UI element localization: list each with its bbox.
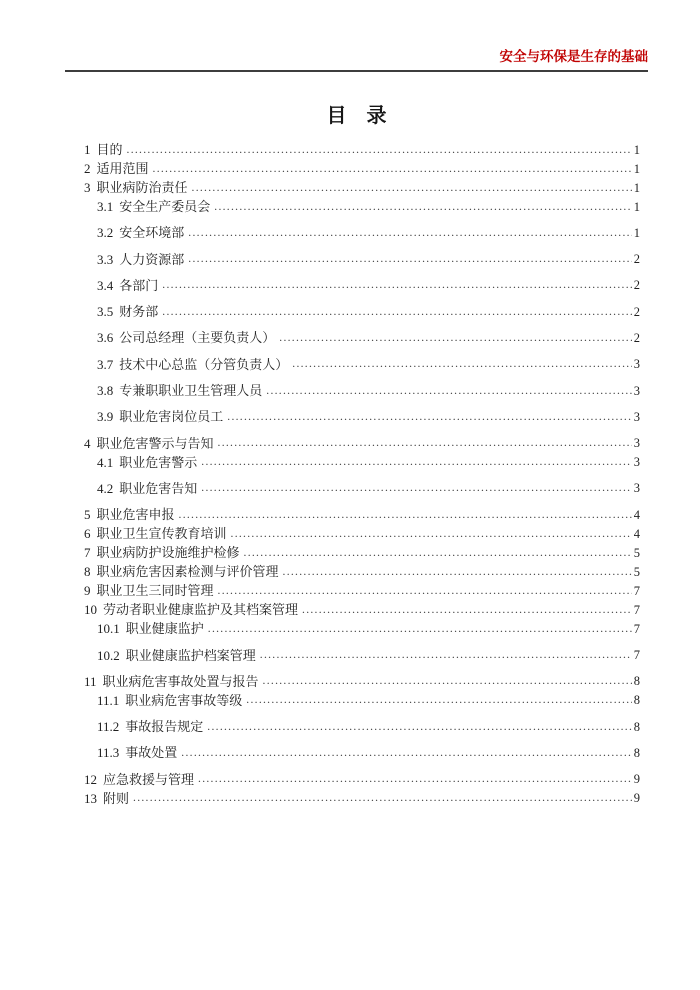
toc-entry-title: 技术中心总监（分管负责人） bbox=[119, 356, 289, 371]
header-rule bbox=[65, 70, 648, 72]
dot-leader bbox=[227, 412, 631, 424]
toc-list bbox=[84, 137, 640, 805]
toc-entry-title: 事故处置 bbox=[125, 745, 178, 760]
toc-entry-title: 安全生产委员会 bbox=[119, 199, 211, 213]
dot-leader bbox=[133, 793, 632, 805]
toc-entry-page: 7 bbox=[633, 602, 640, 617]
toc-entry[interactable] bbox=[84, 616, 640, 635]
toc-entry-number: 11.1 bbox=[97, 692, 120, 707]
toc-entry-number: 3.1 bbox=[97, 199, 114, 213]
toc-entry-page: 8 bbox=[633, 719, 640, 734]
toc-entry[interactable] bbox=[84, 495, 640, 521]
dot-leader bbox=[207, 722, 631, 734]
toc-entry-page: 4 bbox=[633, 507, 640, 522]
dot-leader bbox=[260, 650, 632, 662]
toc-entry-title: 人力资源部 bbox=[119, 251, 185, 266]
dot-leader bbox=[246, 695, 631, 707]
toc-entry-page: 3 bbox=[633, 436, 640, 450]
toc-entry-title: 职业病防治责任 bbox=[96, 180, 188, 194]
toc-entry-title: 事故报告规定 bbox=[125, 719, 204, 734]
dot-leader bbox=[244, 548, 632, 560]
toc-entry-number: 4.2 bbox=[97, 480, 114, 495]
toc-entry-number: 11 bbox=[84, 673, 97, 688]
toc-entry-number: 9 bbox=[84, 583, 91, 598]
toc-entry-number: 4 bbox=[84, 435, 91, 450]
dot-leader bbox=[292, 359, 631, 371]
toc-entry[interactable] bbox=[84, 688, 640, 707]
toc-entry[interactable] bbox=[84, 469, 640, 495]
toc-entry[interactable] bbox=[84, 759, 640, 785]
toc-entry-title: 职业卫生宣传教育培训 bbox=[96, 526, 227, 541]
toc-entry-page: 3 bbox=[633, 383, 640, 398]
dot-leader bbox=[198, 774, 632, 786]
toc-entry-number: 11.3 bbox=[97, 745, 120, 760]
toc-entry[interactable] bbox=[84, 156, 640, 175]
toc-entry[interactable] bbox=[84, 786, 640, 805]
toc-entry-number: 10.1 bbox=[97, 621, 120, 636]
toc-entry-page: 3 bbox=[633, 357, 640, 371]
toc-entry-page: 4 bbox=[633, 526, 640, 541]
toc-entry-number: 3.7 bbox=[97, 356, 114, 371]
dot-leader bbox=[181, 748, 631, 760]
toc-entry-number: 10.2 bbox=[97, 647, 120, 662]
toc-entry-page: 9 bbox=[633, 772, 640, 786]
dot-leader bbox=[162, 280, 631, 292]
toc-entry[interactable] bbox=[84, 397, 640, 423]
toc-entry-number: 3.3 bbox=[97, 251, 114, 266]
dot-leader bbox=[188, 228, 631, 240]
toc-entry-title: 应急救援与管理 bbox=[103, 771, 195, 786]
toc-entry[interactable] bbox=[84, 266, 640, 292]
toc-entry-page: 5 bbox=[633, 545, 640, 560]
toc-entry-page: 2 bbox=[633, 304, 640, 319]
toc-entry-page: 5 bbox=[633, 564, 640, 579]
toc-entry-number: 3.4 bbox=[97, 277, 114, 292]
toc-entry-page: 3 bbox=[633, 409, 640, 424]
toc-entry[interactable] bbox=[84, 194, 640, 213]
toc-entry[interactable] bbox=[84, 540, 640, 559]
toc-entry-page: 2 bbox=[633, 252, 640, 266]
toc-entry[interactable] bbox=[84, 371, 640, 397]
toc-entry-page: 8 bbox=[633, 674, 640, 688]
dot-leader bbox=[162, 307, 631, 319]
toc-entry-title: 职业危害警示 bbox=[119, 454, 198, 469]
dot-leader bbox=[263, 676, 632, 688]
toc-entry-page: 8 bbox=[633, 693, 640, 707]
toc-entry-number: 5 bbox=[84, 507, 91, 522]
toc-entry-page: 2 bbox=[633, 330, 640, 345]
dot-leader bbox=[201, 457, 631, 469]
dot-leader bbox=[214, 202, 631, 214]
toc-entry-number: 12 bbox=[84, 771, 97, 786]
toc-entry[interactable] bbox=[84, 213, 640, 239]
toc-entry-title: 职业健康监护档案管理 bbox=[125, 647, 256, 662]
toc-entry-number: 6 bbox=[84, 526, 91, 541]
toc-entry-title: 职业病防护设施维护检修 bbox=[96, 545, 240, 560]
toc-entry-title: 职业健康监护 bbox=[125, 621, 204, 636]
page-title: 目 录 bbox=[326, 105, 387, 127]
toc-entry-title: 劳动者职业健康监护及其档案管理 bbox=[103, 602, 299, 617]
toc-entry[interactable] bbox=[84, 662, 640, 688]
toc-entry-page: 9 bbox=[633, 791, 640, 805]
toc-entry-title: 各部门 bbox=[119, 277, 159, 292]
toc-entry[interactable] bbox=[84, 423, 640, 449]
toc-entry-page: 1 bbox=[633, 142, 640, 156]
toc-entry-title: 目的 bbox=[96, 142, 123, 156]
toc-entry[interactable] bbox=[84, 292, 640, 318]
dot-leader bbox=[188, 254, 631, 266]
toc-entry-title: 财务部 bbox=[119, 304, 159, 319]
toc-entry-title: 适用范围 bbox=[96, 161, 149, 175]
toc-entry[interactable] bbox=[84, 635, 640, 661]
toc-entry-number: 8 bbox=[84, 564, 91, 579]
toc-entry-page: 1 bbox=[633, 180, 640, 194]
toc-entry-number: 3.5 bbox=[97, 304, 114, 319]
toc-entry[interactable] bbox=[84, 733, 640, 759]
toc-entry[interactable] bbox=[84, 318, 640, 344]
toc-entry[interactable] bbox=[84, 521, 640, 540]
toc-entry[interactable] bbox=[84, 597, 640, 616]
toc-entry-title: 职业病危害因素检测与评价管理 bbox=[96, 564, 279, 579]
toc-entry-page: 1 bbox=[633, 161, 640, 175]
toc-entry-title: 职业卫生三同时管理 bbox=[96, 583, 214, 598]
toc-entry-number: 11.2 bbox=[97, 719, 120, 734]
dot-leader bbox=[231, 529, 632, 541]
toc-entry-page: 8 bbox=[633, 745, 640, 760]
toc-entry-title: 公司总经理（主要负责人） bbox=[119, 330, 276, 345]
toc-entry-page: 3 bbox=[633, 481, 640, 495]
toc-entry-number: 2 bbox=[84, 161, 91, 175]
toc-entry-title: 专兼职职业卫生管理人员 bbox=[119, 383, 263, 398]
dot-leader bbox=[218, 586, 632, 598]
toc-entry-number: 13 bbox=[84, 790, 97, 805]
toc-entry-page: 1 bbox=[633, 199, 640, 213]
dot-leader bbox=[279, 333, 631, 345]
dot-leader bbox=[201, 483, 631, 495]
dot-leader bbox=[283, 567, 632, 579]
toc-entry[interactable] bbox=[84, 559, 640, 578]
toc-entry-title: 职业病危害事故等级 bbox=[125, 692, 243, 707]
toc-entry-page: 3 bbox=[633, 455, 640, 469]
toc-entry[interactable] bbox=[84, 578, 640, 597]
toc-entry-number: 3.6 bbox=[97, 330, 114, 345]
dot-leader bbox=[179, 510, 632, 522]
toc-entry-page: 7 bbox=[633, 648, 640, 662]
toc-entry-number: 3.8 bbox=[97, 383, 114, 398]
toc-entry[interactable] bbox=[84, 450, 640, 469]
toc-entry[interactable] bbox=[84, 707, 640, 733]
toc-entry-title: 安全环境部 bbox=[119, 225, 185, 240]
toc-entry-page: 7 bbox=[633, 621, 640, 636]
dot-leader bbox=[266, 386, 631, 398]
dot-leader bbox=[208, 624, 632, 636]
dot-leader bbox=[302, 605, 632, 617]
toc-entry-page: 7 bbox=[633, 583, 640, 598]
dot-leader bbox=[192, 183, 632, 195]
toc-entry-title: 职业危害岗位员工 bbox=[119, 409, 224, 424]
toc-entry[interactable] bbox=[84, 239, 640, 265]
toc-entry[interactable] bbox=[84, 344, 640, 370]
toc-entry-title: 职业危害警示与告知 bbox=[96, 435, 214, 450]
dot-leader bbox=[127, 145, 632, 157]
toc-entry-number: 3.9 bbox=[97, 409, 114, 424]
toc-entry-number: 3.2 bbox=[97, 225, 114, 240]
toc-entry-number: 4.1 bbox=[97, 454, 114, 469]
toc-entry-number: 3 bbox=[84, 180, 91, 194]
toc-entry[interactable] bbox=[84, 137, 640, 156]
toc-entry-title: 职业危害告知 bbox=[119, 480, 198, 495]
toc-entry-page: 2 bbox=[633, 278, 640, 292]
header-slogan: 安全与环保是生存的基础 bbox=[499, 49, 648, 64]
toc-entry-number: 10 bbox=[84, 602, 97, 617]
toc-entry-page: 1 bbox=[633, 225, 640, 240]
dot-leader bbox=[218, 438, 632, 450]
toc-entry-number: 7 bbox=[84, 545, 91, 560]
toc-entry-title: 职业危害申报 bbox=[96, 507, 175, 522]
toc-entry[interactable] bbox=[84, 175, 640, 194]
toc-entry-title: 职业病危害事故处置与报告 bbox=[102, 673, 259, 688]
dot-leader bbox=[153, 164, 632, 176]
toc-entry-number: 1 bbox=[84, 142, 91, 156]
toc-entry-title: 附则 bbox=[103, 790, 130, 805]
